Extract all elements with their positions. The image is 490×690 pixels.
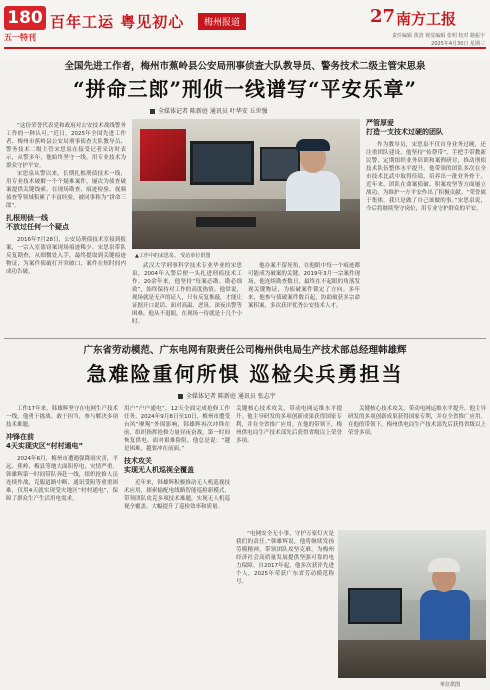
photo-caption: 单位供图 [440, 682, 461, 688]
paragraph: 2024年6月，梅州市遭遇强降雨灾害，平远、蕉岭、梅县等地大面积停电，灾情严重。韩雄辉第一时间带队奔赴一线，组织抢修人员连续作战，克服道路中断、通讯受阻等重重困难，仅用4天就实现受灾地区“村村通电”，保障了群众生产生活用电需求。 [6, 456, 118, 502]
article2-headline: 急难险重何所惧 巡检尖兵勇担当 [86, 362, 404, 386]
section-title: 百年工运 粤见初心 [50, 13, 185, 31]
newspaper-name: 南方工报 [396, 10, 457, 28]
article2-byline: 全媒体记者 陈新庭 通讯员 张志宇 [178, 391, 276, 400]
article1-column2: 武汉大学刑事科学技术专业毕业的宋思泉，2004年入警后便一头扎进刑侦技术工作。20余年来，他坚持“每案必勘、勘必细致”，始终保持对工作的高度热情。他常说，现场就是无声的证人，只有反复推敲，才能让证据开口说话。面对高温、恶臭、深夜出警等困难，他从不退缩，在现场一待就是十几个小时。 [132, 263, 242, 325]
anniversary-logo: 180 [4, 6, 46, 30]
article2-column4: “电网安全无小事，守护万家灯火是我们的责任。”韩雄辉说，他将继续发扬劳模精神，带领团队攻坚克难，为梅州经济社会高质量发展提供坚强可靠的电力保障。自2017年起，他多次获评先进个人，2025年荣获广东省劳动模范称号。 [236, 531, 334, 585]
article1-headline: “拼命三郎”刑侦一线谱写“平安乐章” [72, 77, 417, 101]
worker-photo [338, 530, 486, 678]
keyboard-icon [196, 217, 256, 227]
photo-caption: ▲工作中的宋思泉。 受访单位供图 [135, 253, 211, 259]
paragraph: 2016年7月28日，公安局刑侦技术室接到报案，一宗入室盗窃案现场痕迹稀少。宋思泉带队反复勘查，从细微处入手，最终提取到关键痕迹物证，为案件侦破打开突破口，案件在短时间内成功告破。 [6, 237, 126, 275]
masthead-info [345, 32, 485, 48]
paragraph: “这份荣誉代表党和政府对公安技术战线警务工作的一种认可。”近日，2025年全国先进工作者、梅州市蕉岭县公安局刑事侦查大队教导员、警务技术二级主管宋思泉在接受记者采访时表示，从警多年，他始终坚守一线，用专业技术为群众守护平安。 [6, 123, 126, 169]
article1-byline: 全媒体记者 陈新庭 通讯员 叶华安 丘世强 [150, 106, 268, 115]
article1-subhead: 扎根刑侦一线 不放过任何一个疑点 [6, 214, 69, 231]
article2-subhead: 冲锋在前 4天实现灾区“村村通电” [6, 433, 84, 450]
paragraph: 工作17年来，韩雄辉坚守在电网生产技术一线，他勇于挑战、敢于担当，参与解决多项技术难题。 [6, 406, 118, 428]
logo-subtitle: 五一特刊 [4, 33, 36, 42]
article1-sidebar [366, 119, 486, 334]
section-badge: 梅州报道 [198, 13, 246, 30]
article2-column3: 关键核心技术攻关，带动电网运维水平提升。他主导研发的多项创新成果获得国家专利，并在全省推广应用。在他的带领下，梅州供电局生产技术部先后获得省级以上荣誉多项。 [236, 406, 342, 444]
paragraph: 近年来，韩雄辉积极推动无人机巡视技术应用，探索输配电线路智能巡检新模式，带领团队攻克多项技术难题，实现无人机巡视全覆盖，大幅提升了巡检效率和质量。 [124, 480, 230, 510]
masthead-rule [4, 47, 486, 49]
paragraph: 宋思泉从警以来，长期扎根刑侦技术一线，用专业技术破解一个个疑难案件，屡次为侦查破案提供关键线索。在现场勘查、痕迹检验、视频侦查等领域积累了丰富经验，被同事称为“拼命三郎”。 [6, 171, 126, 209]
article1-kicker: 全国先进工作者，梅州市蕉岭县公安局刑事侦查大队教导员、警务技术二级主管宋思泉 [64, 61, 426, 72]
article2-kicker: 广东省劳动模范、广东电网有限责任公司梅州供电局生产技术部总经理韩雄辉 [83, 345, 407, 356]
article2-column1 [6, 405, 118, 685]
page-number: 27 [370, 6, 396, 27]
sidebar-text: 作为教导员，宋思泉不仅自身业务过硬，还注重团队建设。他坚持“传帮带”，手把手带教新民警，定期组织业务培训和案例研讨，推动刑侦技术队伍整体水平提升。他带领的团队多次在全市技术比武中取得佳绩，培养出一批业务骨干。近年来，团队在命案侦破、积案攻坚等方面屡立战功，为维护一方平安作出了积极贡献。“荣誉属于集体，我只是做了自己该做的事。”宋思泉说，今后将继续坚守岗位，用专业守护群众的平安。 [366, 142, 486, 212]
flag-emblem-icon [140, 129, 186, 181]
monitor-icon [190, 141, 254, 185]
article1-column3: 他办案不留死角，在他眼中每一个痕迹都可能成为破案的关键。2019年3月一宗案件现场，他连续勘查数日，最终在不起眼的角落发现关键物证，为侦破案件锁定了方向。多年来，他参与侦破案件数百起，协助破获多宗命案积案，多次获评优秀公安技术人才。 [248, 263, 360, 309]
article2-column5: 关键核心技术攻关，带动电网运维水平提升。他主导研发的多项创新成果获得国家专利，并在全省推广应用。在他的带领下，梅州供电局生产技术部先后获得省级以上荣誉多项。 [348, 406, 486, 436]
article-divider [4, 338, 486, 339]
sidebar-heading: 严管厚爱 打造一支技术过硬的团队 [366, 119, 443, 136]
editor-line: 责任编辑 黄清 视觉编辑 张明 校对 路振宇 [392, 33, 485, 39]
article2-column2 [124, 405, 230, 685]
monitor-icon [348, 588, 402, 624]
article2-subhead: 技术攻关 实现无人机巡视全覆盖 [124, 457, 194, 474]
paragraph: 用户“户户通电”，12天全面完成抢修工作任务。2024年9月8日至10日，梅州市遭受台风“摩羯”外围影响，韩雄辉再次冲锋在前，组织指挥抢修力量昼夜奋战，第一时间恢复供电。面对艰难险阻，他总是说：“越是困难，越要冲在前面。” [124, 406, 230, 452]
date-line: 2025年4月30日 星期三 [431, 41, 485, 47]
officer-photo [132, 119, 360, 249]
article1-column1 [6, 122, 126, 334]
